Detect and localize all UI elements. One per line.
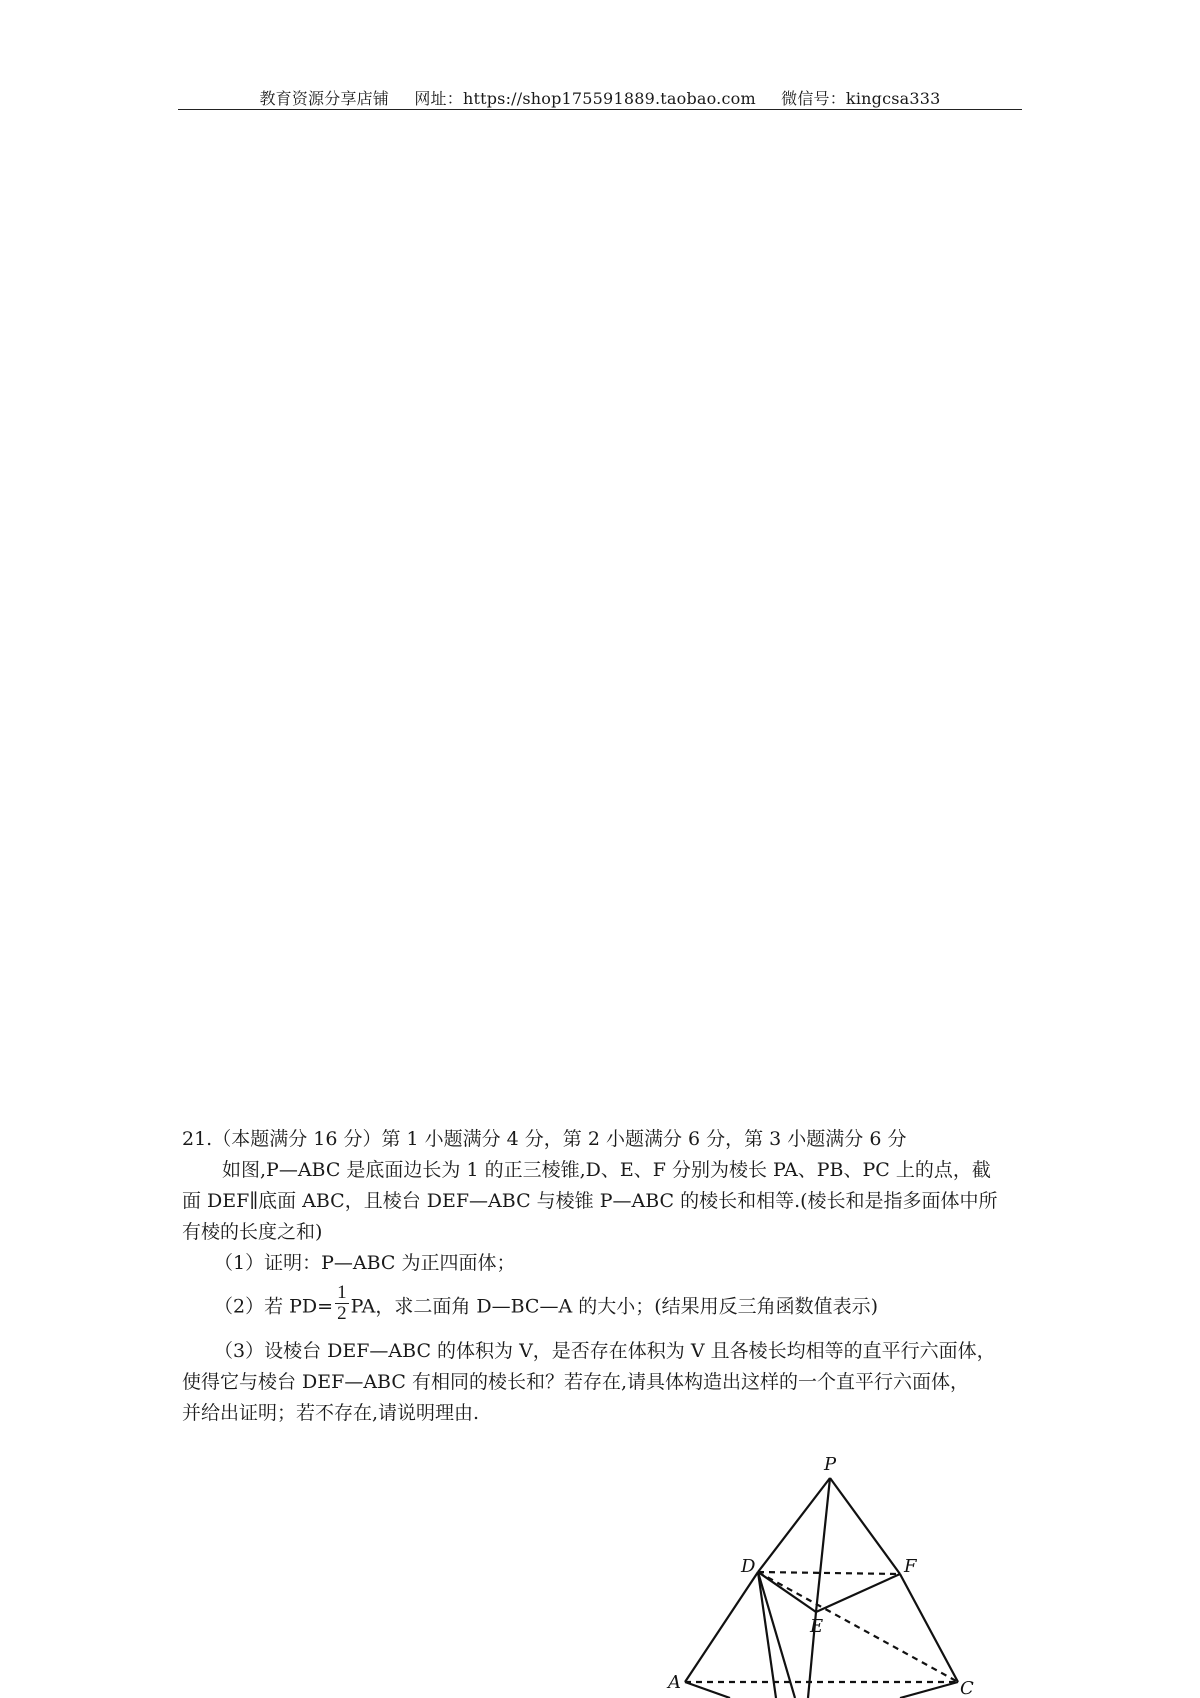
edge-AB bbox=[685, 1682, 730, 1698]
question-2 bbox=[182, 1282, 1022, 1324]
edge-DF-hidden bbox=[758, 1572, 900, 1574]
label-C: C bbox=[960, 1678, 974, 1698]
question-3-line3: 并给出证明；若不存在,请说明理由. bbox=[182, 1402, 480, 1424]
header-wechat: 微信号：kingcsa333 bbox=[781, 89, 941, 108]
edge-D-down1 bbox=[758, 1572, 776, 1698]
edge-FC bbox=[900, 1574, 958, 1682]
problem-intro-line2: 面 DEF∥底面 ABC，且棱台 DEF—ABC 与棱锥 P—ABC 的棱长和相等.(棱长和是指多面体中所 bbox=[182, 1190, 998, 1212]
edge-DE bbox=[758, 1572, 816, 1612]
label-P: P bbox=[824, 1454, 837, 1475]
label-A: A bbox=[668, 1672, 681, 1693]
question-3-line1: （3）设棱台 DEF—ABC 的体积为 V，是否存在体积为 V 且各棱长均相等的直平行六面体， bbox=[214, 1340, 996, 1362]
question-2-suffix: PA，求二面角 D—BC—A 的大小；(结果用反三角函数值表示) bbox=[350, 1295, 879, 1318]
pyramid-diagram bbox=[640, 1450, 980, 1698]
page-header bbox=[178, 86, 1022, 109]
edge-PE bbox=[816, 1478, 830, 1612]
pyramid-figure bbox=[640, 1450, 980, 1698]
problem-title: 21.（本题满分 16 分）第 1 小题满分 4 分，第 2 小题满分 6 分，第 3 小题满分 6 分 bbox=[182, 1128, 907, 1150]
edge-PF bbox=[830, 1478, 900, 1574]
question-1: （1）证明：P—ABC 为正四面体； bbox=[214, 1252, 516, 1274]
header-url: 网址：https://shop175591889.taobao.com bbox=[414, 89, 756, 108]
edge-PD bbox=[758, 1478, 830, 1572]
problem-intro-line1: 如图,P—ABC 是底面边长为 1 的正三棱锥,D、E、F 分别为棱长 PA、PB、PC 上的点，截 bbox=[222, 1159, 991, 1181]
fraction-one-half bbox=[335, 1283, 349, 1324]
problem-21 bbox=[182, 1124, 1022, 1429]
fraction-numerator: 1 bbox=[337, 1282, 347, 1303]
header-shop-name: 教育资源分享店铺 bbox=[259, 89, 390, 108]
question-3-line2: 使得它与棱台 DEF—ABC 有相同的棱长和？若存在,请具体构造出这样的一个直平行六面体， bbox=[182, 1371, 969, 1393]
label-E: E bbox=[810, 1616, 824, 1637]
label-D: D bbox=[741, 1556, 756, 1577]
edge-D-down2 bbox=[758, 1572, 795, 1698]
header-rule bbox=[178, 109, 1022, 110]
fraction-denominator: 2 bbox=[337, 1303, 347, 1324]
question-2-prefix: （2）若 PD= bbox=[214, 1295, 334, 1318]
label-F: F bbox=[904, 1556, 917, 1577]
edge-EF bbox=[816, 1574, 900, 1612]
edge-CB bbox=[900, 1682, 958, 1698]
problem-intro-line3: 有棱的长度之和) bbox=[182, 1221, 323, 1243]
edge-DA bbox=[685, 1572, 758, 1682]
